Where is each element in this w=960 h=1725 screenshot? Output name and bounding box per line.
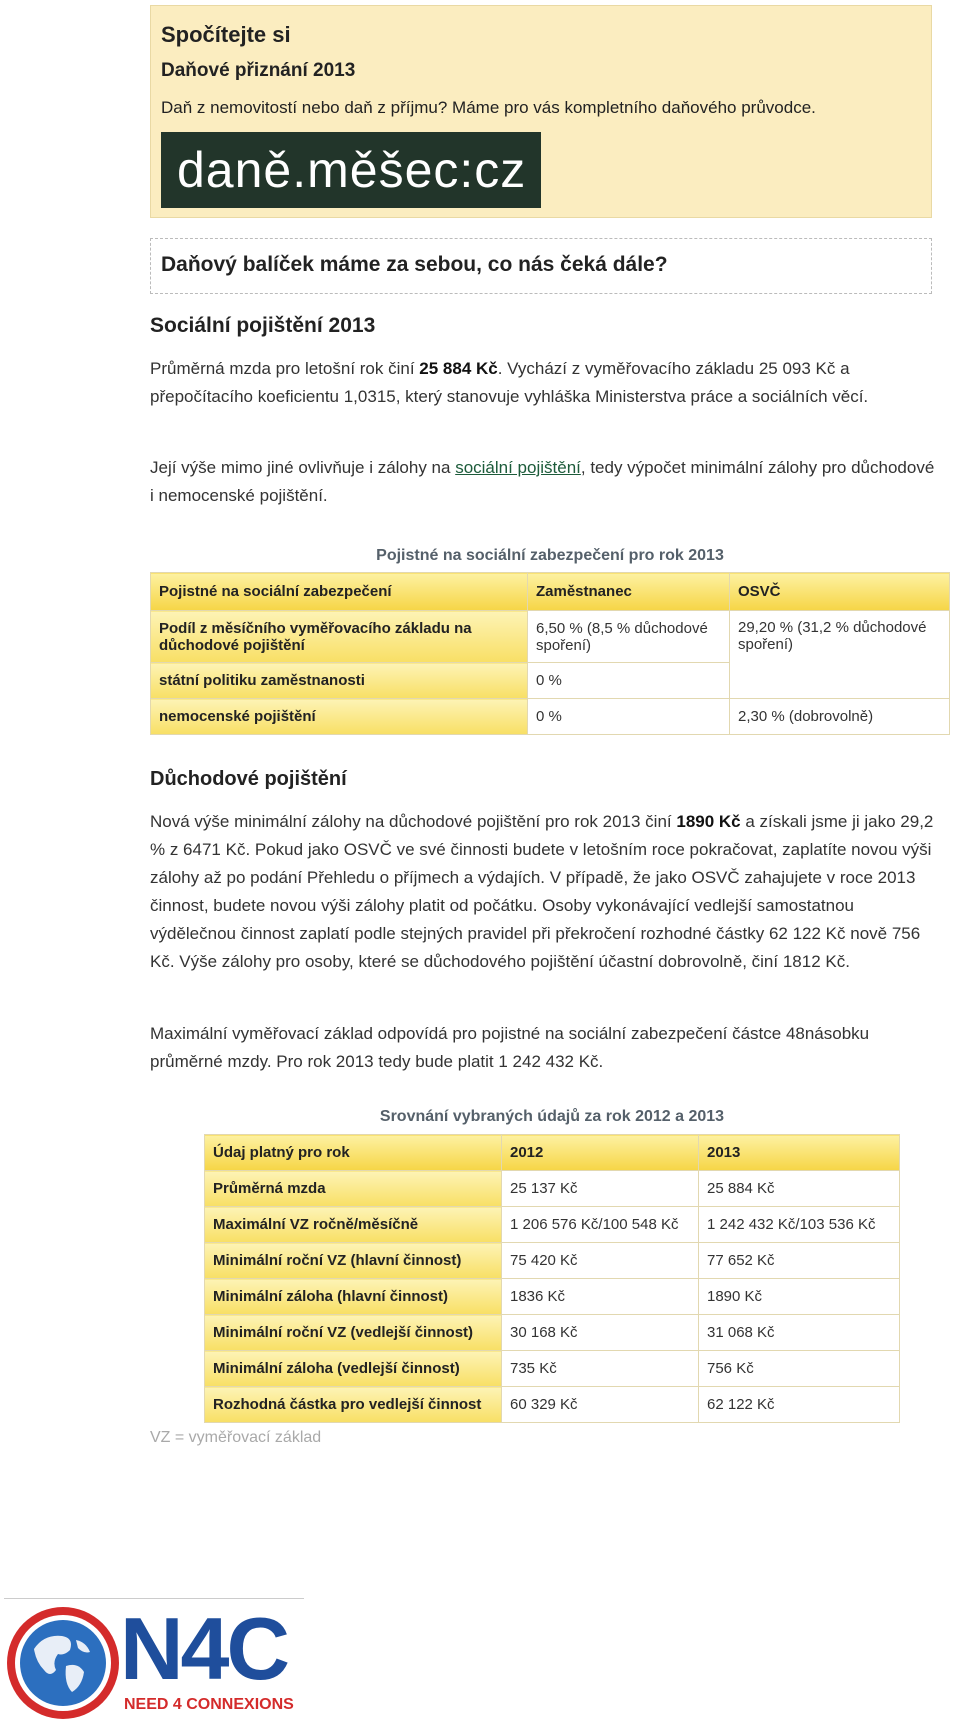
dane-mesec-logo[interactable]: daně.měšec:cz xyxy=(161,132,541,208)
table-row xyxy=(205,1171,900,1207)
table-cell: 25 884 Kč xyxy=(699,1171,900,1207)
table-row xyxy=(205,1279,900,1315)
globe-icon xyxy=(4,1604,122,1722)
table-row-label: Maximální VZ ročně/měsíčně xyxy=(205,1207,502,1243)
table-cell: 30 168 Kč xyxy=(502,1315,699,1351)
table-header-row xyxy=(205,1135,900,1171)
table-header-cell: 2012 xyxy=(502,1135,699,1171)
pension-p1-text-b: a získali jsme ji jako 29,2 % z 6471 Kč. Pokud jako OSVČ ve své činnosti budete v letošním roce pokračovat, zaplatíte novou výši zálohy až po podání Přehledu o příjmech a výdajích. V případě, že jako OSVČ zahajujete v roce 2013 činnost, budete novou výši zálohy platit od počátku. Osoby vykonávající vedlejší samostatnou výdělečnou činnost zaplatí podle stejných pravidel při překročení rozhodné částky 62 122 Kč nově 756 Kč. Výše zálohy pro osoby, které se důchodového pojištění účastní dobrovolně, činí 1812 Kč. xyxy=(150,812,934,971)
table-cell: 1 242 432 Kč/103 536 Kč xyxy=(699,1207,900,1243)
n4c-tagline: NEED 4 CONNEXIONS xyxy=(124,1696,294,1713)
table-cell: 75 420 Kč xyxy=(502,1243,699,1279)
social-p2-text-a: Její výše mimo jiné ovlivňuje i zálohy na xyxy=(150,458,456,477)
table-row-label: státní politiku zaměstnanosti xyxy=(151,663,528,699)
promo-title: Spočítejte si xyxy=(161,22,291,47)
table-row-label: nemocenské pojištění xyxy=(151,699,528,735)
table-cell: 6,50 % (8,5 % důchodové spoření) xyxy=(528,611,730,663)
table-cell: 1836 Kč xyxy=(502,1279,699,1315)
table1-caption: Pojistné na sociální zabezpečení pro rok 2013 xyxy=(376,547,724,564)
table-cell: 756 Kč xyxy=(699,1351,900,1387)
table-row-label: Minimální záloha (vedlejší činnost) xyxy=(205,1351,502,1387)
table-header-cell: Pojistné na sociální zabezpečení xyxy=(151,573,528,611)
table-cell: 2,30 % (dobrovolně) xyxy=(730,699,950,735)
promo-text: Daň z nemovitostí nebo daň z příjmu? Máme pro vás kompletního daňového průvodce. xyxy=(161,98,816,117)
promo-box[interactable] xyxy=(150,5,932,218)
table-header-cell: OSVČ xyxy=(730,573,950,611)
table-cell: 77 652 Kč xyxy=(699,1243,900,1279)
table-row-label: Rozhodná částka pro vedlejší činnost xyxy=(205,1387,502,1423)
pension-paragraph-1 xyxy=(150,808,940,976)
table-row xyxy=(151,611,950,663)
table-cell: 0 % xyxy=(528,663,730,699)
table-cell: 0 % xyxy=(528,699,730,735)
table-cell: 1890 Kč xyxy=(699,1279,900,1315)
pension-p1-text-a: Nová výše minimální zálohy na důchodové pojištění pro rok 2013 činí xyxy=(150,812,677,831)
table-cell: 735 Kč xyxy=(502,1351,699,1387)
table-cell: 1 206 576 Kč/100 548 Kč xyxy=(502,1207,699,1243)
table-header-row xyxy=(151,573,950,611)
vz-footnote: VZ = vyměřovací základ xyxy=(150,1429,322,1446)
insurance-table xyxy=(150,572,950,735)
table-row xyxy=(205,1351,900,1387)
table-row xyxy=(205,1243,900,1279)
table-cell: 62 122 Kč xyxy=(699,1387,900,1423)
comparison-table xyxy=(204,1134,900,1423)
table-row xyxy=(205,1207,900,1243)
social-paragraph-2 xyxy=(150,454,940,510)
social-p2-text-b: , tedy výpočet minimální zálohy pro důchodové i nemocenské pojištění. xyxy=(150,458,935,505)
social-p1-text-b: . Vychází z vyměřovacího základu 25 093 Kč a přepočítacího koeficientu 1,0315, který stanovuje vyhláška Ministerstva práce a sociálních věcí. xyxy=(150,359,869,406)
box-heading[interactable]: Daňový balíček máme za sebou, co nás čeká dále? xyxy=(150,238,932,294)
pension-heading: Důchodové pojištění xyxy=(150,768,347,790)
min-deposit-value: 1890 Kč xyxy=(676,812,741,831)
social-paragraph-1 xyxy=(150,355,940,411)
table-cell: 29,20 % (31,2 % důchodové spoření) xyxy=(730,611,950,699)
n4c-logo-text: N4C xyxy=(120,1599,288,1698)
social-p1-text-a: Průměrná mzda pro letošní rok činí xyxy=(150,359,420,378)
table-row-label: Minimální roční VZ (vedlejší činnost) xyxy=(205,1315,502,1351)
promo-subtitle: Daňové přiznání 2013 xyxy=(161,60,356,81)
table-header-cell: Zaměstnanec xyxy=(528,573,730,611)
table-row xyxy=(151,699,950,735)
table-row xyxy=(205,1387,900,1423)
table-row-label: Minimální roční VZ (hlavní činnost) xyxy=(205,1243,502,1279)
table-row xyxy=(205,1315,900,1351)
table-cell: 31 068 Kč xyxy=(699,1315,900,1351)
table-row-label: Průměrná mzda xyxy=(205,1171,502,1207)
average-wage-value: 25 884 Kč xyxy=(419,359,498,378)
social-heading: Sociální pojištění 2013 xyxy=(150,314,376,337)
social-insurance-link[interactable]: sociální pojištění xyxy=(455,458,581,477)
pension-paragraph-2: Maximální vyměřovací základ odpovídá pro pojistné na sociální zabezpečení částce 48násobku průměrné mzdy. Pro rok 2013 tedy bude platit 1 242 432 Kč. xyxy=(150,1024,870,1071)
table-row-label: Podíl z měsíčního vyměřovacího základu na důchodové pojištění xyxy=(151,611,528,663)
table-header-cell: 2013 xyxy=(699,1135,900,1171)
table-header-cell: Údaj platný pro rok xyxy=(205,1135,502,1171)
table-cell: 60 329 Kč xyxy=(502,1387,699,1423)
table-row-label: Minimální záloha (hlavní činnost) xyxy=(205,1279,502,1315)
table2-caption: Srovnání vybraných údajů za rok 2012 a 2013 xyxy=(379,1108,725,1125)
table-cell: 25 137 Kč xyxy=(502,1171,699,1207)
